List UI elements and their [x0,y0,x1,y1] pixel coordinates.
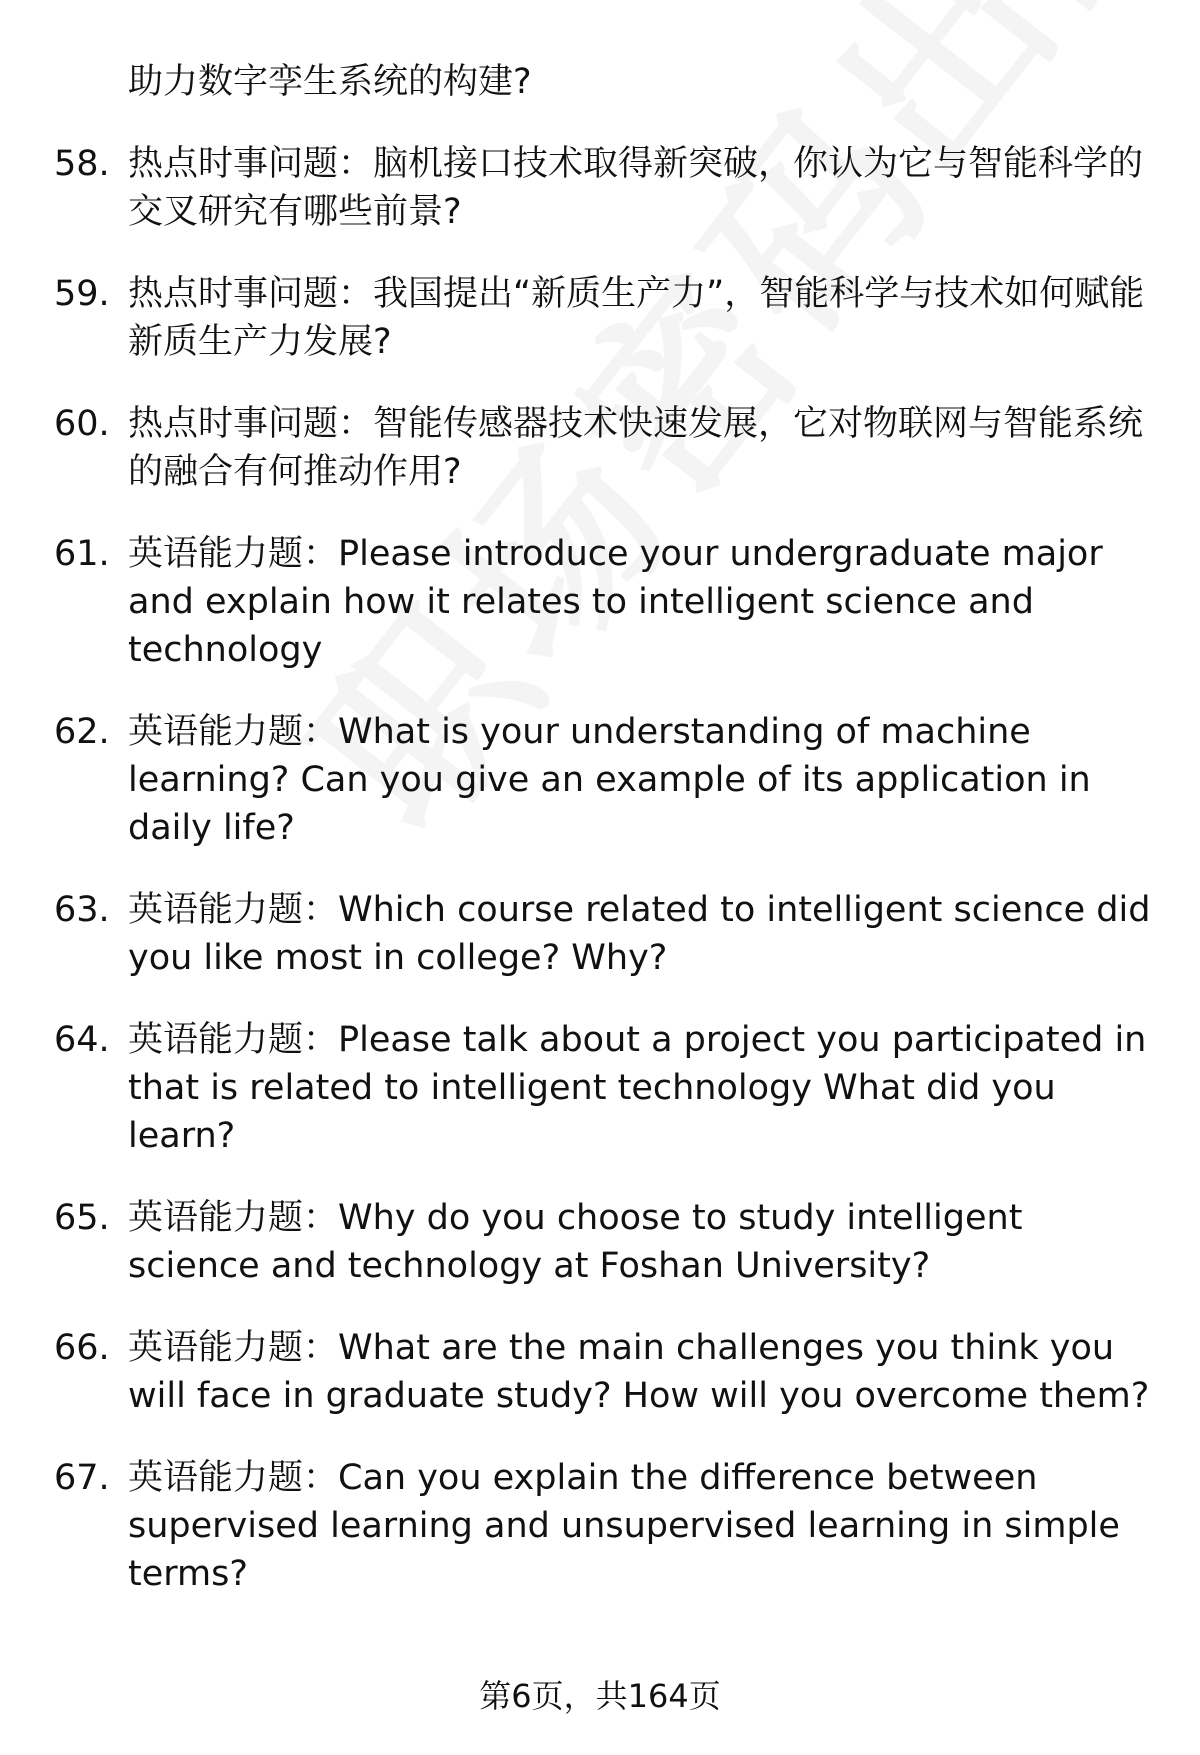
item-number: 58. [54,144,110,184]
list-item [54,708,1154,852]
item-text: 英语能力题：Why do you choose to study intelligent science and technology at Foshan University? [128,1198,1023,1286]
list-item [54,270,1154,366]
list-item [54,530,1154,674]
item-number: 67. [54,1458,110,1498]
list-item [54,1016,1154,1160]
item-number: 61. [54,534,110,574]
continued-question-text: 助力数字孪生系统的构建? [128,62,532,102]
item-number: 62. [54,712,110,752]
item-number: 59. [54,274,110,314]
list-item [54,140,1154,236]
item-text: 热点时事问题：智能传感器技术快速发展，它对物联网与智能系统的融合有何推动作用? [128,404,1144,492]
item-number: 66. [54,1328,110,1368]
list-item [54,1324,1154,1420]
list-item [54,1194,1154,1290]
item-text: 热点时事问题：脑机接口技术取得新突破，你认为它与智能科学的交叉研究有哪些前景? [128,144,1144,232]
page-number: 第6页，共164页 [479,1677,721,1715]
item-text: 热点时事问题：我国提出“新质生产力”，智能科学与技术如何赋能新质生产力发展? [128,274,1145,362]
item-number: 64. [54,1020,110,1060]
list-item [54,886,1154,982]
item-text: 英语能力题：Please introduce your undergraduate major and explain how it relates to intelligent science and technology [128,534,1103,670]
question-list [54,58,1154,1632]
item-text: 英语能力题：Which course related to intelligent science did you like most in college? Why? [128,890,1151,978]
list-item [54,1454,1154,1598]
item-text: 英语能力题：Please talk about a project you participated in that is related to intelligent technology What did you learn? [128,1020,1147,1156]
item-number: 60. [54,404,110,444]
list-item [54,400,1154,496]
item-text: 英语能力题：What are the main challenges you think you will face in graduate study? How will you overcome them? [128,1328,1150,1416]
item-number: 63. [54,890,110,930]
item-number: 65. [54,1198,110,1238]
item-text: 英语能力题：Can you explain the difference between supervised learning and unsupervised learning in simple terms? [128,1458,1120,1594]
item-text: 英语能力题：What is your understanding of machine learning? Can you give an example of its application in daily life? [128,712,1091,848]
